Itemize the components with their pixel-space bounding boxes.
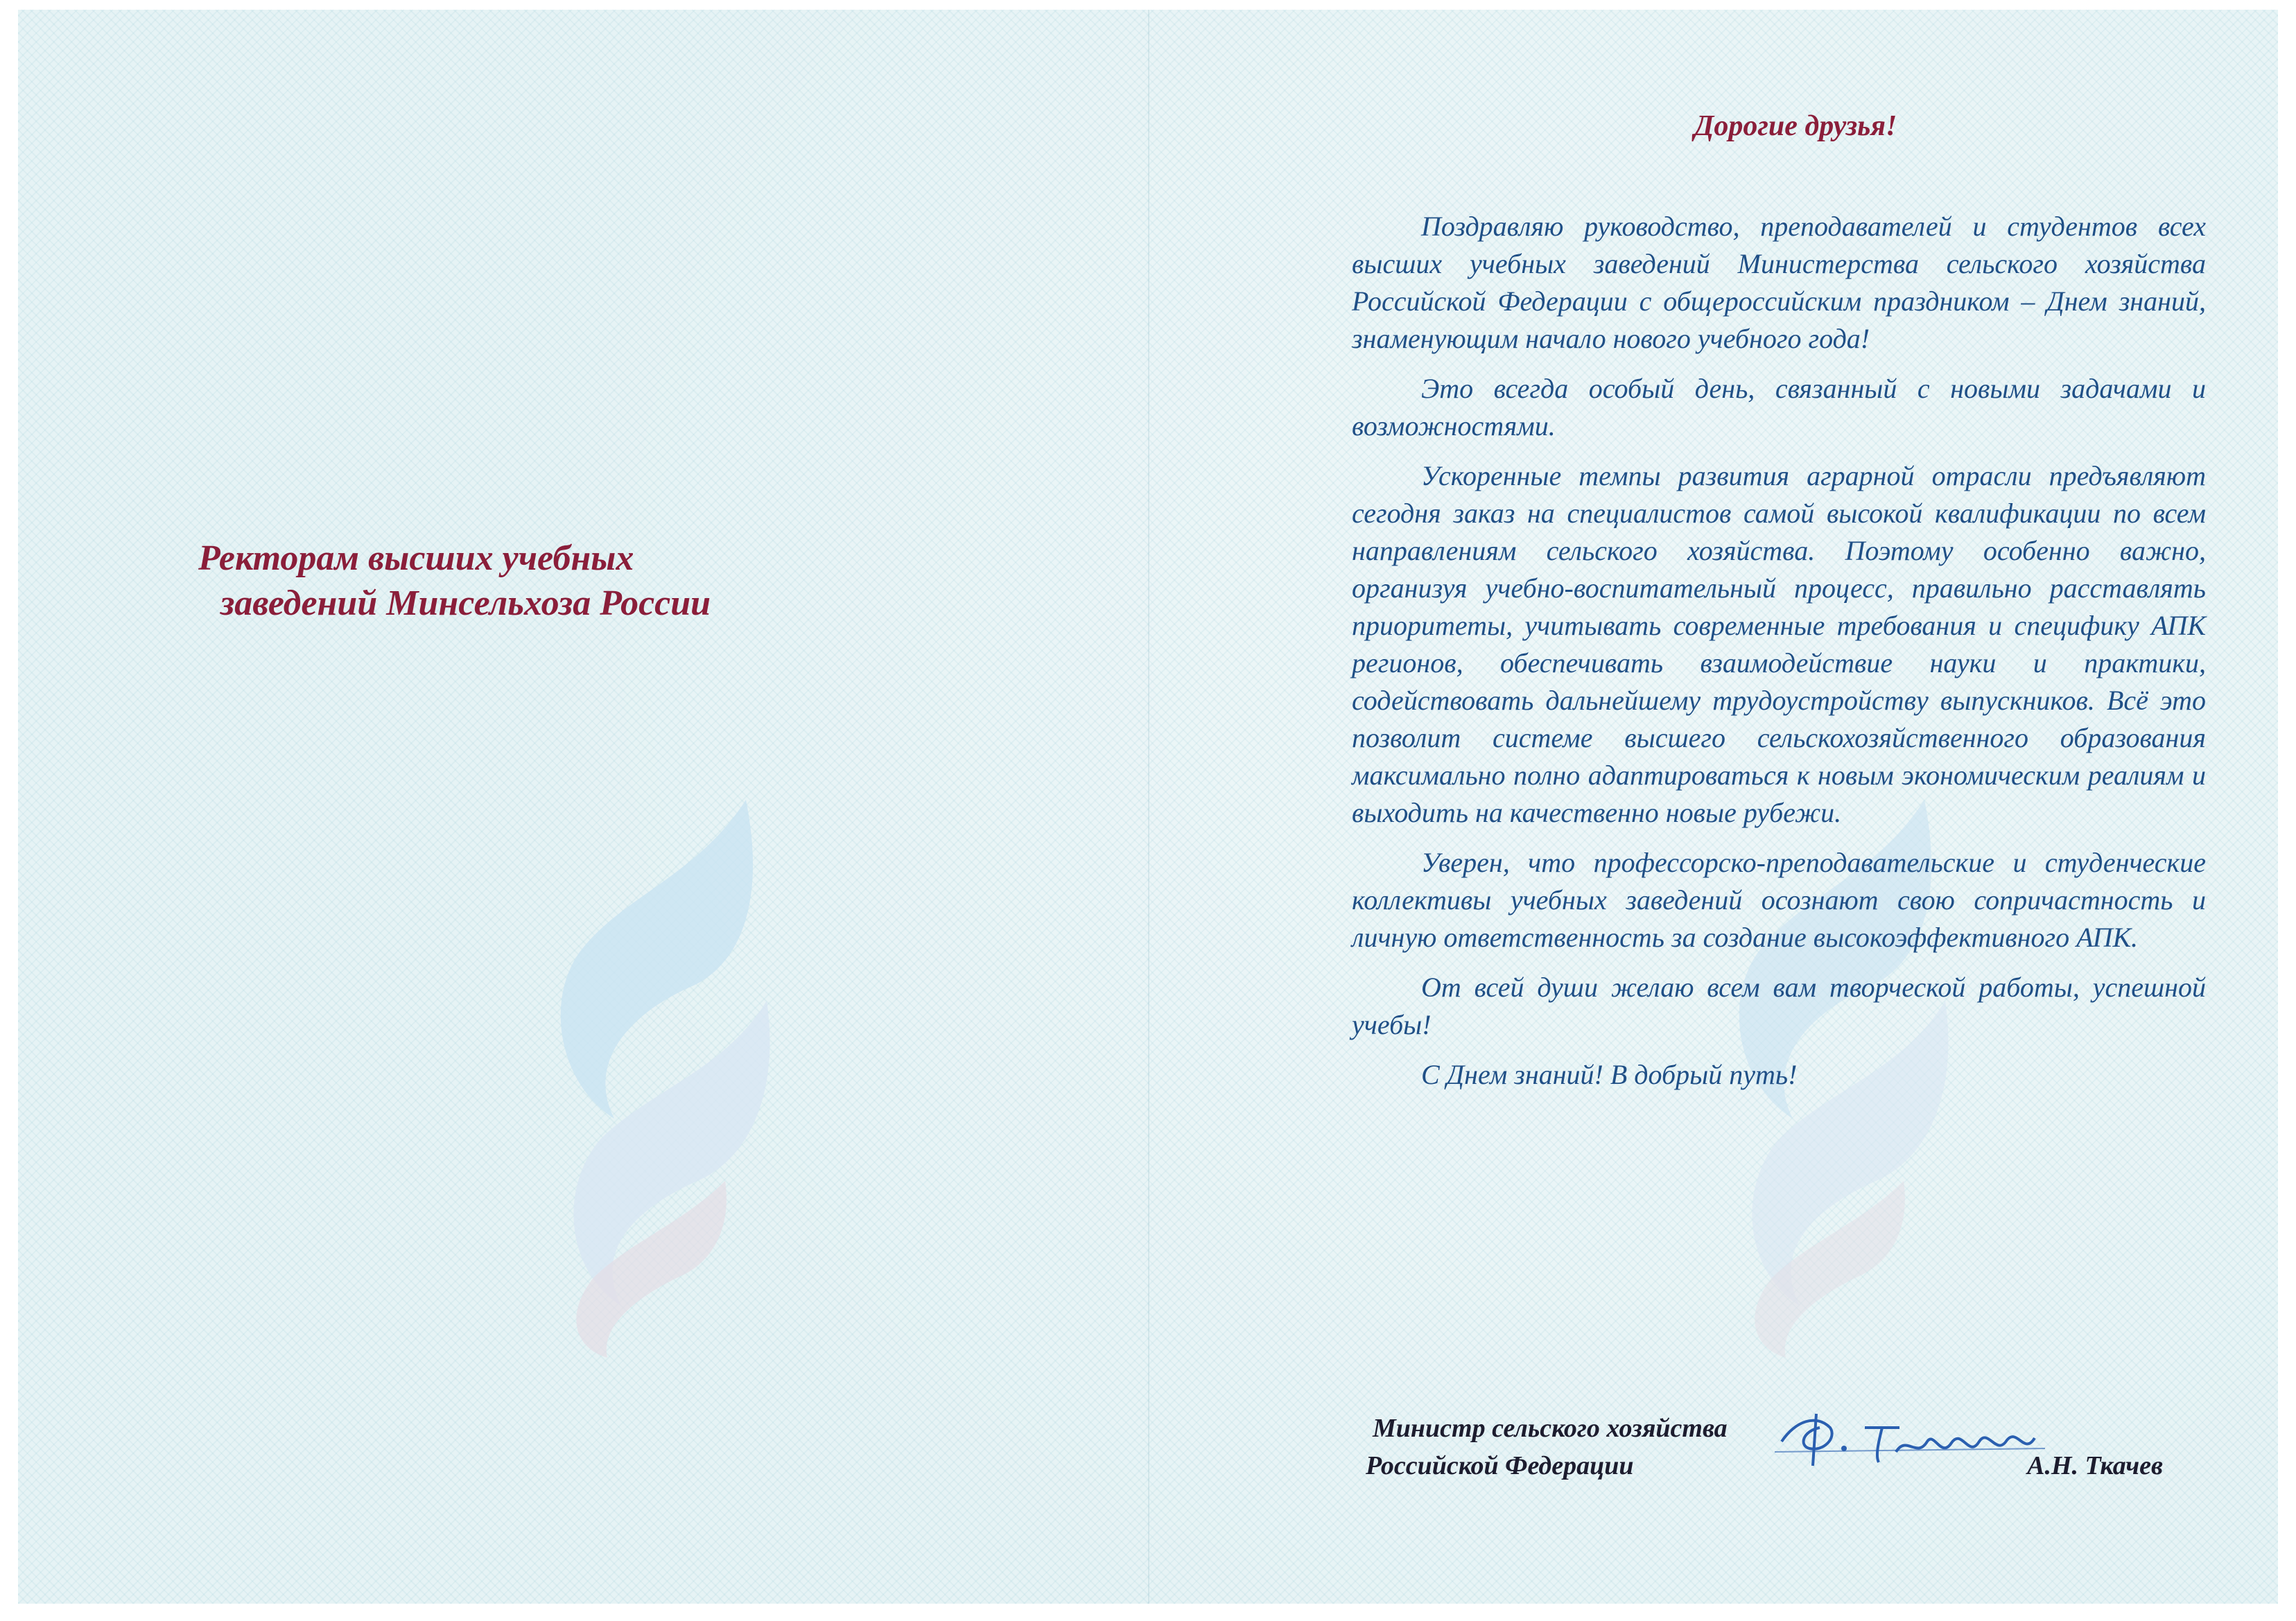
signatory-title-line-1: Министр сельского хозяйства xyxy=(1373,1414,1728,1443)
paragraph-5: От всей души желаю всем вам творческой работы, успешной учебы! xyxy=(1352,972,2206,1040)
greeting-heading: Дорогие друзья! xyxy=(1694,110,1897,142)
paragraph-2: Это всегда особый день, связанный с новыми задачами и возможностями. xyxy=(1352,373,2206,441)
signatory-name: А.Н. Ткачев xyxy=(2027,1451,2163,1480)
letter-body xyxy=(1352,208,2206,1106)
addressee-line-1: Ректорам высших учебных xyxy=(198,538,634,578)
fold-line xyxy=(1148,10,1149,1604)
signatory-title-line-2: Российской Федерации xyxy=(1366,1451,1634,1480)
ministry-emblem-watermark xyxy=(517,793,822,1361)
paragraph-1: Поздравляю руководство, преподавателей и студентов всех высших учебных заведений Министерства сельского хозяйства Российской Федерации с общероссийским праздником – Днем знаний, знаменующим начало нового учебного года! xyxy=(1352,211,2206,354)
paragraph-6: С Днем знаний! В добрый путь! xyxy=(1421,1059,1798,1090)
addressee-line-2: заведений Минсельхоза России xyxy=(220,584,711,623)
paragraph-4: Уверен, что профессорско-преподавательские и студенческие коллективы учебных заведений осознают свою сопричастность и личную ответственность за создание высокоэффективного АПК. xyxy=(1352,847,2206,953)
handwritten-signature xyxy=(1768,1400,2059,1476)
addressee-heading xyxy=(198,536,822,626)
paragraph-3: Ускоренные темпы развития аграрной отрасли предъявляют сегодня заказ на специалистов самой высокой квалификации по всем направлениям сельского хозяйства. Поэтому особенно важно, организуя учебно-воспитательный процесс, правильно расставлять приоритеты, учитывать современные требования и специфику АПК регионов, обеспечивать взаимодействие науки и практики, содействовать дальнейшему трудоустройству выпускников. Всё это позволит системе высшего сельскохозяйственного образования максимально полно адаптироваться к новым экономическим реалиям и выходить на качественно новые рубежи. xyxy=(1352,460,2206,828)
